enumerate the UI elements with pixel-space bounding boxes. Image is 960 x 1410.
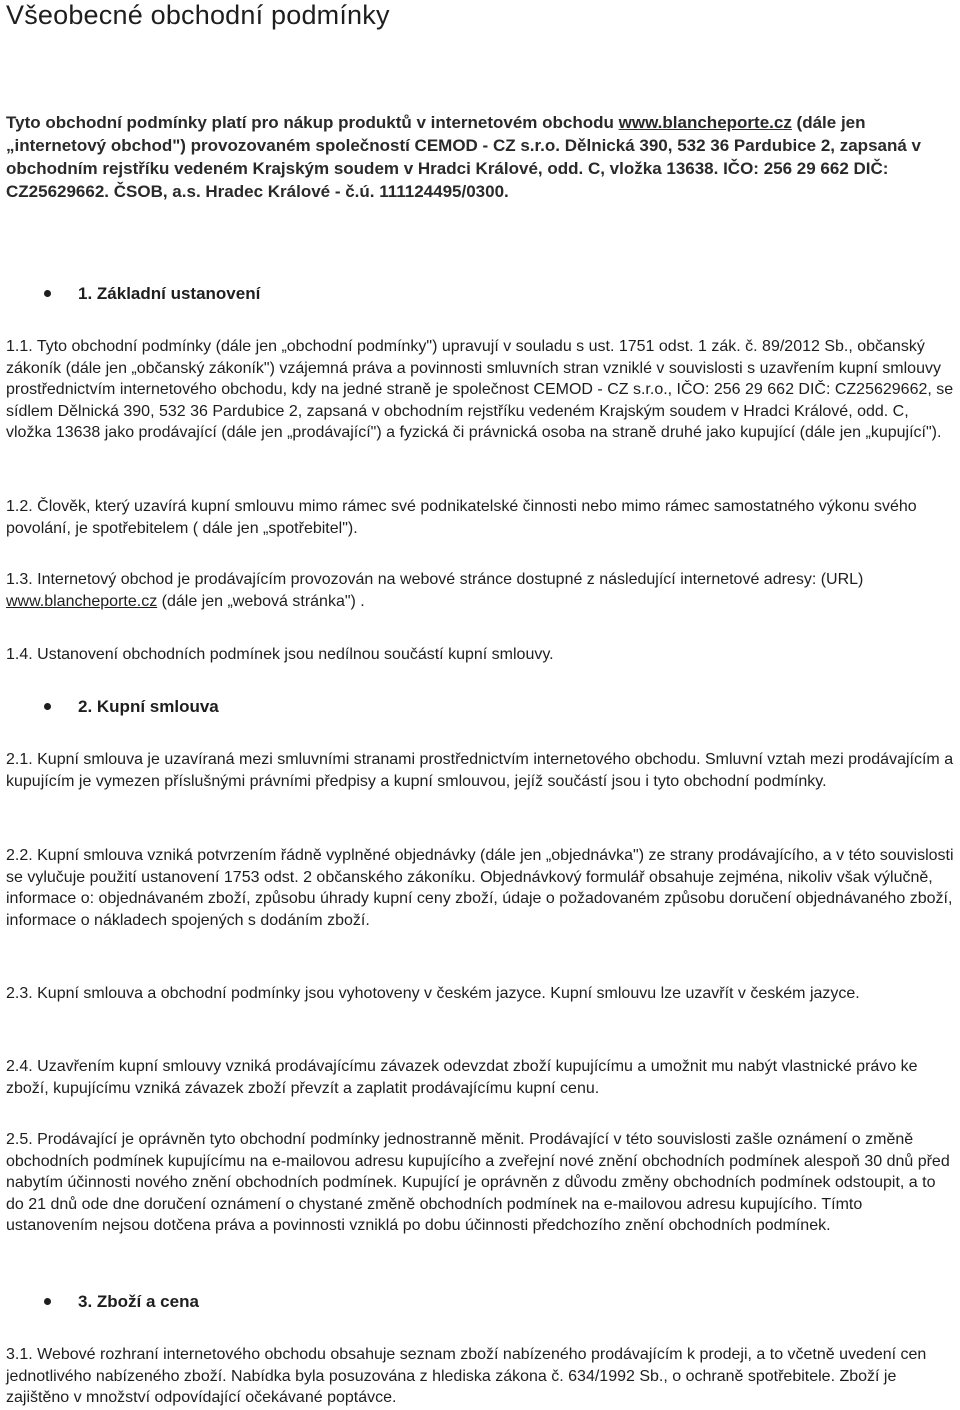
paragraph-2-1: 2.1. Kupní smlouva je uzavíraná mezi smluvními stranami prostřednictvím internetového obchodu. Smluvní vztah mezi prodávajícím a kupujícím je vymezen příslušnými právními předpisy a kupní smlouvou, jejíž součástí jsou i tyto obchodní podmínky. bbox=[6, 751, 954, 790]
intro-text-end: (dále jen „internetový obchod") provozovaném společností CEMOD - CZ s.r.o. Dělnická 390, 532 36 Pardubice 2, zapsaná v obchodním rejstříku vedeném Krajským soudem v Hradci Králové, odd. C, vložka 13638. IČO: 256 29 662 DIČ: CZ25629662. ČSOB, a.s. Hradec Králové - č.ú. 111124495/0300. bbox=[6, 113, 921, 201]
paragraph-1-4: 1.4. Ustanovení obchodních podmínek jsou nedílnou součástí kupní smlouvy. bbox=[6, 646, 554, 663]
site-link[interactable]: www.blancheporte.cz bbox=[618, 113, 792, 132]
paragraph-1-3-text: 1.3. Internetový obchod je prodávajícím provozován na webové stránce dostupné z následující internetové adresy: (URL) bbox=[6, 571, 864, 588]
intro-paragraph bbox=[6, 111, 956, 203]
paragraph-2-4: 2.4. Uzavřením kupní smlouvy vzniká prodávajícímu závazek odevzdat zboží kupujícímu a umožnit mu nabýt vlastnické právo ke zboží, kupujícímu vzniká závazek zboží převzít a zaplatit prodávajícímu kupní cenu. bbox=[6, 1058, 918, 1097]
paragraph-2-5: 2.5. Prodávající je oprávněn tyto obchodní podmínky jednostranně měnit. Prodávající v této souvislosti zašle oznámení o změně obchodních podmínek kupujícímu na e-mailovou adresu kupujícího a zveřejní nové znění obchodních podmínek alespoň 30 dnů před nabytím účinnosti nového znění obchodních podmínek. Kupující je oprávněn z důvodu změny obchodních podmínek odstoupit, a to do 21 dnů ode dne doručení oznámení o chystané změně obchodních podmínek na e-mailovou adresu kupujícího. Tímto ustanovením nejsou dotčena práva a povinnosti vzniklá po dobu účinnosti předchozího znění obchodních podmínek. bbox=[6, 1131, 950, 1234]
website-link[interactable]: www.blancheporte.cz bbox=[6, 592, 158, 610]
paragraph-2-3: 2.3. Kupní smlouva a obchodní podmínky jsou vyhotoveny v českém jazyce. Kupní smlouvu lze uzavřít v českém jazyce. bbox=[6, 985, 860, 1002]
page-title: Všeobecné obchodní podmínky bbox=[6, 0, 390, 30]
paragraph-3-1: 3.1. Webové rozhraní internetového obchodu obsahuje seznam zboží nabízeného prodávajícím k prodeji, a to včetně uvedení cen jednotlivého nabízeného zboží. Nabídka byla posuzována z hlediska zákona č. 634/1992 Sb., o ochraně spotřebitele. Zboží je zajištěno v množství odpovídající očekávané poptávce. bbox=[6, 1346, 927, 1406]
paragraph-2-2: 2.2. Kupní smlouva vzniká potvrzením řádně vyplněné objednávky (dále jen „objednávka") ze strany prodávajícího, a v této souvislosti se vylučuje použití ustanovení 1753 odst. 2 občanského zákoníku. Objednávkový formulář obsahuje zejména, nikoliv však výlučně, informace o: objednávaném zboží, způsobu úhrady kupní ceny zboží, údaje o požadovaném způsobu doručení objednávaného zboží, informace o nákladech spojených s dodáním zboží. bbox=[6, 847, 954, 929]
paragraph-1-3-end: (dále jen „webová stránka") . bbox=[157, 592, 365, 610]
bullet-icon bbox=[44, 290, 51, 297]
paragraph-1-2: 1.2. Člověk, který uzavírá kupní smlouvu mimo rámec své podnikatelské činnosti nebo mimo rámec samostatného výkonu svého povolání, je spotřebitelem ( dále jen „spotřebitel"). bbox=[6, 498, 917, 537]
bullet-icon bbox=[44, 703, 51, 710]
bullet-icon bbox=[44, 1298, 51, 1305]
paragraph-1-3 bbox=[6, 569, 956, 612]
intro-text-start: Tyto obchodní podmínky platí pro nákup produktů v internetovém obchodu bbox=[6, 113, 619, 132]
paragraph-1-1: 1.1. Tyto obchodní podmínky (dále jen „obchodní podmínky") upravují v souladu s ust. 1751 odst. 1 zák. č. 89/2012 Sb., občanský zákoník (dále jen „občanský zákoník") vzájemná práva a povinnosti smluvních stran vzniklé v souvislosti s uzavřením kupní smlouvy prostřednictvím internetového obchodu, kdy na jedné straně je společnost CEMOD - CZ s.r.o., IČO: 256 29 662 DIČ: CZ25629662, se sídlem Dělnická 390, 532 36 Pardubice 2, zapsaná v obchodním rejstříku vedeném Krajským soudem v Hradci Králové, odd. C, vložka 13638 jako prodávající (dále jen „prodávající") a fyzická či právnická osoba na straně druhé jako kupující (dále jen „kupující"). bbox=[6, 338, 954, 441]
